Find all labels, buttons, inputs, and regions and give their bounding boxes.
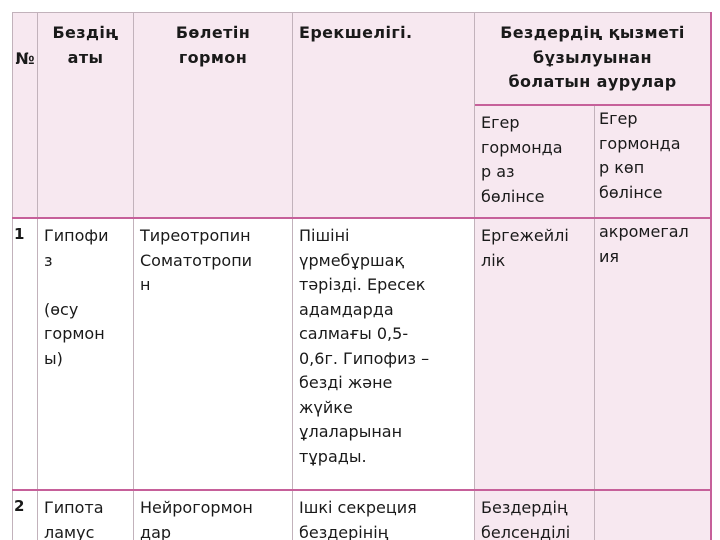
row2-gland-cell — [38, 490, 134, 540]
table-right-rule — [710, 12, 712, 540]
row2-gland: Гипота ламус — [44, 498, 104, 540]
row1-hormone: Тиреотропин Соматотропи н — [140, 226, 253, 294]
disorders-header-rule — [475, 104, 712, 106]
row1-num: 1 — [14, 225, 25, 243]
row1-gland: Гипофи з (өсу гормон ы) — [44, 226, 109, 368]
header-deficit-cell — [475, 105, 595, 218]
header-feature: Ерекшелігі. — [299, 23, 413, 42]
row2-excess-cell — [595, 490, 711, 540]
row1-bottom-rule — [12, 489, 712, 491]
row1-gland-cell — [38, 218, 134, 490]
header-deficit: Егер гормонда р аз бөлінсе — [481, 113, 563, 206]
header-disorders-cell — [475, 13, 711, 105]
row1-hormone-cell — [134, 218, 293, 490]
row2-hormone: Нейрогормон дар — [140, 498, 253, 540]
row2-feature: Ішкі секреция бездерінің — [299, 498, 417, 540]
header-disorders: Бездердің қызметі бұзылуынан болатын аурулар — [500, 23, 685, 91]
header-bottom-rule — [12, 217, 712, 219]
header-feature-cell — [293, 13, 475, 218]
row1-num-cell — [13, 218, 38, 490]
row1-deficit: Ергежейлі лік — [481, 226, 569, 270]
header-num: № — [15, 49, 35, 68]
row1-deficit-cell — [475, 218, 595, 490]
row2-deficit: Бездердің белсенділі — [481, 498, 571, 540]
row2-feature-cell — [293, 490, 475, 540]
header-hormone-cell — [134, 13, 293, 218]
row1-feature: Пішіні үрмебұршақ тәрізді. Ересек адамдарда салмағы 0,5- 0,6г. Гипофиз – безді және жүйке ұлаларынан тұрады. — [299, 226, 430, 466]
row2-deficit-cell — [475, 490, 595, 540]
row2-num-cell — [13, 490, 38, 540]
row1-excess-cell — [595, 218, 711, 490]
table-left-border — [12, 12, 13, 540]
table-top-border — [12, 12, 712, 13]
row2-hormone-cell — [134, 490, 293, 540]
header-num-cell — [13, 13, 38, 218]
row1-feature-cell — [293, 218, 475, 490]
header-excess-cell — [595, 105, 711, 218]
header-gland-name: Бездің аты — [52, 23, 119, 67]
row2-num: 2 — [14, 497, 25, 515]
header-excess: Егер гормонда р көп бөлінсе — [599, 109, 681, 202]
header-hormone: Бөлетін гормон — [175, 23, 251, 67]
row1-excess: акромегал ия — [599, 222, 689, 266]
header-gland-name-cell — [38, 13, 134, 218]
